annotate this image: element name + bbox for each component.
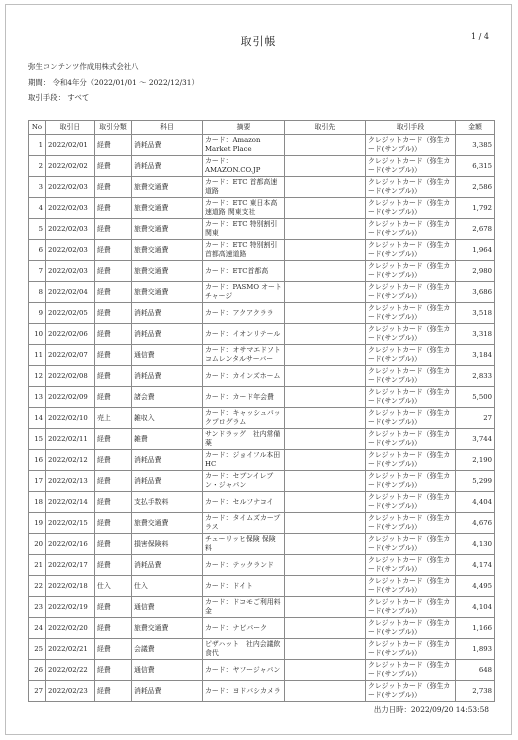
cell-category: 経費 [95, 534, 132, 555]
cell-method: クレジットカード（弥生カード(サンプル)） [366, 366, 456, 387]
cell-no: 3 [29, 177, 46, 198]
table-row [29, 429, 495, 450]
report-page [5, 4, 512, 735]
cell-date: 2022/02/22 [46, 660, 95, 681]
cell-amount: 2,980 [456, 261, 495, 282]
cell-amount: 27 [456, 408, 495, 429]
table-row [29, 387, 495, 408]
cell-account: 旅費交通費 [132, 240, 203, 261]
table-row [29, 261, 495, 282]
cell-memo: チューリッヒ保険 保険料 [203, 534, 285, 555]
cell-method: クレジットカード（弥生カード(サンプル)） [366, 282, 456, 303]
cell-account: 旅費交通費 [132, 219, 203, 240]
cell-partner [285, 366, 366, 387]
cell-date: 2022/02/03 [46, 219, 95, 240]
cell-method: クレジットカード（弥生カード(サンプル)） [366, 324, 456, 345]
cell-date: 2022/02/03 [46, 198, 95, 219]
cell-category: 経費 [95, 681, 132, 702]
output-datetime: 出力日時：2022/09/20 14:53:58 [373, 705, 489, 714]
cell-memo: カード：セブンイレブン・ジャパン [203, 471, 285, 492]
col-header-account: 科目 [132, 121, 203, 135]
cell-memo: カード：ETC 特別割引 首都高速道路 [203, 240, 285, 261]
cell-memo: カード：ETC 特別割引 関東 [203, 219, 285, 240]
cell-memo: カード：オサマエドソトコムレンタルサーバー [203, 345, 285, 366]
cell-date: 2022/02/03 [46, 261, 95, 282]
cell-memo: カード：PASMO オートチャージ [203, 282, 285, 303]
cell-method: クレジットカード（弥生カード(サンプル)） [366, 576, 456, 597]
table-row [29, 597, 495, 618]
cell-account: 旅費交通費 [132, 282, 203, 303]
cell-category: 経費 [95, 135, 132, 156]
cell-method: クレジットカード（弥生カード(サンプル)） [366, 534, 456, 555]
table-row [29, 345, 495, 366]
cell-account: 諸会費 [132, 387, 203, 408]
cell-amount: 2,678 [456, 219, 495, 240]
cell-date: 2022/02/19 [46, 597, 95, 618]
cell-memo: カード：ETC 首都高速道路 [203, 177, 285, 198]
cell-date: 2022/02/15 [46, 513, 95, 534]
cell-no: 9 [29, 303, 46, 324]
cell-no: 24 [29, 618, 46, 639]
cell-amount: 4,404 [456, 492, 495, 513]
cell-account: 損害保険料 [132, 534, 203, 555]
cell-memo: カード：アクアクララ [203, 303, 285, 324]
cell-category: 経費 [95, 450, 132, 471]
cell-memo: カード：カード年会費 [203, 387, 285, 408]
cell-partner [285, 597, 366, 618]
cell-category: 経費 [95, 219, 132, 240]
cell-no: 13 [29, 387, 46, 408]
table-row [29, 135, 495, 156]
cell-amount: 1,166 [456, 618, 495, 639]
cell-amount: 1,964 [456, 240, 495, 261]
cell-category: 経費 [95, 366, 132, 387]
cell-no: 27 [29, 681, 46, 702]
cell-account: 消耗品費 [132, 681, 203, 702]
cell-amount: 4,104 [456, 597, 495, 618]
cell-category: 経費 [95, 261, 132, 282]
cell-account: 旅費交通費 [132, 513, 203, 534]
cell-method: クレジットカード（弥生カード(サンプル)） [366, 240, 456, 261]
cell-partner [285, 660, 366, 681]
table-row [29, 618, 495, 639]
cell-category: 経費 [95, 429, 132, 450]
cell-no: 23 [29, 597, 46, 618]
cell-amount: 3,184 [456, 345, 495, 366]
cell-category: 経費 [95, 597, 132, 618]
cell-category: 仕入 [95, 576, 132, 597]
cell-no: 20 [29, 534, 46, 555]
table-row [29, 177, 495, 198]
cell-partner [285, 345, 366, 366]
cell-category: 経費 [95, 324, 132, 345]
cell-partner [285, 429, 366, 450]
cell-account: 消耗品費 [132, 303, 203, 324]
cell-method: クレジットカード（弥生カード(サンプル)） [366, 429, 456, 450]
cell-method: クレジットカード（弥生カード(サンプル)） [366, 177, 456, 198]
cell-memo: カード：テックランド [203, 555, 285, 576]
cell-partner [285, 156, 366, 177]
cell-account: 旅費交通費 [132, 198, 203, 219]
col-header-date: 取引日 [46, 121, 95, 135]
table-row [29, 660, 495, 681]
col-header-partner: 取引先 [285, 121, 366, 135]
cell-date: 2022/02/16 [46, 534, 95, 555]
col-header-memo: 摘要 [203, 121, 285, 135]
cell-method: クレジットカード（弥生カード(サンプル)） [366, 387, 456, 408]
cell-account: 通信費 [132, 345, 203, 366]
cell-partner [285, 198, 366, 219]
period-label: 期間： 令和4年分（2022/01/01 ～ 2022/12/31） [28, 78, 199, 87]
cell-date: 2022/02/11 [46, 429, 95, 450]
cell-partner [285, 177, 366, 198]
cell-no: 16 [29, 450, 46, 471]
cell-date: 2022/02/09 [46, 387, 95, 408]
cell-method: クレジットカード（弥生カード(サンプル)） [366, 639, 456, 660]
cell-date: 2022/02/20 [46, 618, 95, 639]
cell-partner [285, 492, 366, 513]
table-row [29, 639, 495, 660]
cell-account: 消耗品費 [132, 156, 203, 177]
col-header-no: No [29, 121, 46, 135]
cell-date: 2022/02/06 [46, 324, 95, 345]
cell-amount: 4,495 [456, 576, 495, 597]
cell-account: 通信費 [132, 660, 203, 681]
cell-partner [285, 450, 366, 471]
cell-date: 2022/02/10 [46, 408, 95, 429]
col-header-category: 取引分類 [95, 121, 132, 135]
cell-amount: 648 [456, 660, 495, 681]
cell-partner [285, 135, 366, 156]
cell-no: 22 [29, 576, 46, 597]
cell-category: 経費 [95, 471, 132, 492]
cell-partner [285, 576, 366, 597]
cell-memo: カード：セルフナコイ [203, 492, 285, 513]
cell-memo: カード：ETC首都高 [203, 261, 285, 282]
table-row [29, 198, 495, 219]
cell-category: 経費 [95, 177, 132, 198]
cell-date: 2022/02/05 [46, 303, 95, 324]
cell-amount: 3,518 [456, 303, 495, 324]
cell-method: クレジットカード（弥生カード(サンプル)） [366, 555, 456, 576]
cell-date: 2022/02/03 [46, 240, 95, 261]
transaction-table [28, 120, 495, 702]
cell-amount: 1,893 [456, 639, 495, 660]
cell-method: クレジットカード（弥生カード(サンプル)） [366, 408, 456, 429]
cell-date: 2022/02/04 [46, 282, 95, 303]
cell-category: 経費 [95, 555, 132, 576]
table-row [29, 492, 495, 513]
cell-account: 消耗品費 [132, 135, 203, 156]
cell-account: 雑収入 [132, 408, 203, 429]
cell-category: 経費 [95, 240, 132, 261]
cell-partner [285, 303, 366, 324]
cell-date: 2022/02/13 [46, 471, 95, 492]
cell-method: クレジットカード（弥生カード(サンプル)） [366, 345, 456, 366]
cell-date: 2022/02/07 [46, 345, 95, 366]
cell-category: 売上 [95, 408, 132, 429]
cell-date: 2022/02/03 [46, 177, 95, 198]
cell-no: 18 [29, 492, 46, 513]
table-row [29, 471, 495, 492]
cell-method: クレジットカード（弥生カード(サンプル)） [366, 660, 456, 681]
filter-label: 取引手段： すべて [28, 93, 90, 102]
table-row [29, 681, 495, 702]
cell-account: 消耗品費 [132, 471, 203, 492]
cell-no: 8 [29, 282, 46, 303]
cell-memo: カード：キャッシュバックプログラム [203, 408, 285, 429]
cell-partner [285, 408, 366, 429]
cell-account: 消耗品費 [132, 450, 203, 471]
cell-date: 2022/02/17 [46, 555, 95, 576]
cell-category: 経費 [95, 198, 132, 219]
cell-partner [285, 471, 366, 492]
cell-partner [285, 219, 366, 240]
cell-no: 11 [29, 345, 46, 366]
cell-no: 19 [29, 513, 46, 534]
cell-no: 21 [29, 555, 46, 576]
cell-category: 経費 [95, 618, 132, 639]
cell-amount: 2,833 [456, 366, 495, 387]
cell-amount: 3,318 [456, 324, 495, 345]
cell-no: 6 [29, 240, 46, 261]
cell-account: 旅費交通費 [132, 618, 203, 639]
cell-amount: 1,792 [456, 198, 495, 219]
cell-method: クレジットカード（弥生カード(サンプル)） [366, 492, 456, 513]
cell-account: 消耗品費 [132, 366, 203, 387]
cell-no: 7 [29, 261, 46, 282]
cell-amount: 4,676 [456, 513, 495, 534]
table-row [29, 534, 495, 555]
cell-no: 1 [29, 135, 46, 156]
cell-method: クレジットカード（弥生カード(サンプル)） [366, 471, 456, 492]
cell-partner [285, 282, 366, 303]
cell-amount: 6,315 [456, 156, 495, 177]
cell-memo: カード：ドコモご利用料金 [203, 597, 285, 618]
table-row [29, 219, 495, 240]
cell-category: 経費 [95, 660, 132, 681]
cell-account: 雑費 [132, 429, 203, 450]
cell-method: クレジットカード（弥生カード(サンプル)） [366, 156, 456, 177]
col-header-amount: 金額 [456, 121, 495, 135]
table-row [29, 282, 495, 303]
cell-memo: カード：ETC 東日本高速道路 関東支社 [203, 198, 285, 219]
cell-memo: ピザハット 社内会議飲食代 [203, 639, 285, 660]
cell-date: 2022/02/23 [46, 681, 95, 702]
cell-memo: カード：イオンリテール [203, 324, 285, 345]
cell-memo: カード：ナビパーク [203, 618, 285, 639]
cell-no: 2 [29, 156, 46, 177]
cell-no: 17 [29, 471, 46, 492]
cell-category: 経費 [95, 282, 132, 303]
cell-memo: カード：AMAZON.CO.JP [203, 156, 285, 177]
cell-amount: 3,385 [456, 135, 495, 156]
cell-memo: カード：カインズホーム [203, 366, 285, 387]
cell-no: 26 [29, 660, 46, 681]
cell-category: 経費 [95, 156, 132, 177]
cell-account: 旅費交通費 [132, 177, 203, 198]
cell-no: 14 [29, 408, 46, 429]
cell-account: 消耗品費 [132, 555, 203, 576]
cell-method: クレジットカード（弥生カード(サンプル)） [366, 261, 456, 282]
cell-partner [285, 261, 366, 282]
cell-amount: 5,500 [456, 387, 495, 408]
page-indicator: 1 / 4 [471, 32, 489, 41]
cell-method: クレジットカード（弥生カード(サンプル)） [366, 597, 456, 618]
cell-partner [285, 639, 366, 660]
cell-amount: 4,174 [456, 555, 495, 576]
cell-category: 経費 [95, 492, 132, 513]
cell-date: 2022/02/08 [46, 366, 95, 387]
cell-amount: 2,190 [456, 450, 495, 471]
table-row [29, 156, 495, 177]
cell-account: 旅費交通費 [132, 261, 203, 282]
cell-partner [285, 555, 366, 576]
cell-method: クレジットカード（弥生カード(サンプル)） [366, 135, 456, 156]
cell-no: 12 [29, 366, 46, 387]
table-row [29, 513, 495, 534]
cell-no: 15 [29, 429, 46, 450]
cell-account: 会議費 [132, 639, 203, 660]
cell-category: 経費 [95, 387, 132, 408]
table-row [29, 408, 495, 429]
cell-date: 2022/02/18 [46, 576, 95, 597]
cell-partner [285, 618, 366, 639]
cell-date: 2022/02/14 [46, 492, 95, 513]
cell-date: 2022/02/01 [46, 135, 95, 156]
table-row [29, 366, 495, 387]
cell-no: 4 [29, 198, 46, 219]
cell-method: クレジットカード（弥生カード(サンプル)） [366, 450, 456, 471]
cell-method: クレジットカード（弥生カード(サンプル)） [366, 219, 456, 240]
cell-no: 25 [29, 639, 46, 660]
cell-partner [285, 324, 366, 345]
cell-method: クレジットカード（弥生カード(サンプル)） [366, 513, 456, 534]
cell-memo: カード：ヤフージャパン [203, 660, 285, 681]
table-row [29, 240, 495, 261]
cell-partner [285, 534, 366, 555]
page-title: 取引帳 [240, 35, 277, 48]
cell-method: クレジットカード（弥生カード(サンプル)） [366, 303, 456, 324]
cell-memo: カード：Amazon Market Place [203, 135, 285, 156]
cell-no: 10 [29, 324, 46, 345]
cell-memo: カード：タイムズカープラス [203, 513, 285, 534]
cell-date: 2022/02/12 [46, 450, 95, 471]
table-row [29, 555, 495, 576]
cell-partner [285, 387, 366, 408]
cell-date: 2022/02/21 [46, 639, 95, 660]
cell-account: 消耗品費 [132, 324, 203, 345]
cell-amount: 3,744 [456, 429, 495, 450]
cell-account: 仕入 [132, 576, 203, 597]
table-header-row [29, 121, 495, 135]
col-header-method: 取引手段 [366, 121, 456, 135]
cell-date: 2022/02/02 [46, 156, 95, 177]
cell-memo: カード：ヨドバシカメラ [203, 681, 285, 702]
table-row [29, 576, 495, 597]
cell-method: クレジットカード（弥生カード(サンプル)） [366, 681, 456, 702]
cell-partner [285, 681, 366, 702]
table-row [29, 303, 495, 324]
cell-partner [285, 513, 366, 534]
cell-no: 5 [29, 219, 46, 240]
cell-category: 経費 [95, 303, 132, 324]
company-name: 弥生コンテンツ作成用株式会社八 [28, 62, 139, 71]
cell-category: 経費 [95, 639, 132, 660]
cell-amount: 2,586 [456, 177, 495, 198]
table-row [29, 450, 495, 471]
cell-method: クレジットカード（弥生カード(サンプル)） [366, 198, 456, 219]
cell-amount: 3,686 [456, 282, 495, 303]
cell-memo: サンドラッグ 社内常備薬 [203, 429, 285, 450]
cell-category: 経費 [95, 513, 132, 534]
cell-memo: カード：ジョイフル本田 HC [203, 450, 285, 471]
cell-amount: 2,738 [456, 681, 495, 702]
cell-amount: 5,299 [456, 471, 495, 492]
cell-account: 通信費 [132, 597, 203, 618]
table-row [29, 324, 495, 345]
cell-partner [285, 240, 366, 261]
cell-amount: 4,130 [456, 534, 495, 555]
cell-memo: カード：ドイト [203, 576, 285, 597]
cell-account: 支払手数料 [132, 492, 203, 513]
cell-method: クレジットカード（弥生カード(サンプル)） [366, 618, 456, 639]
cell-category: 経費 [95, 345, 132, 366]
